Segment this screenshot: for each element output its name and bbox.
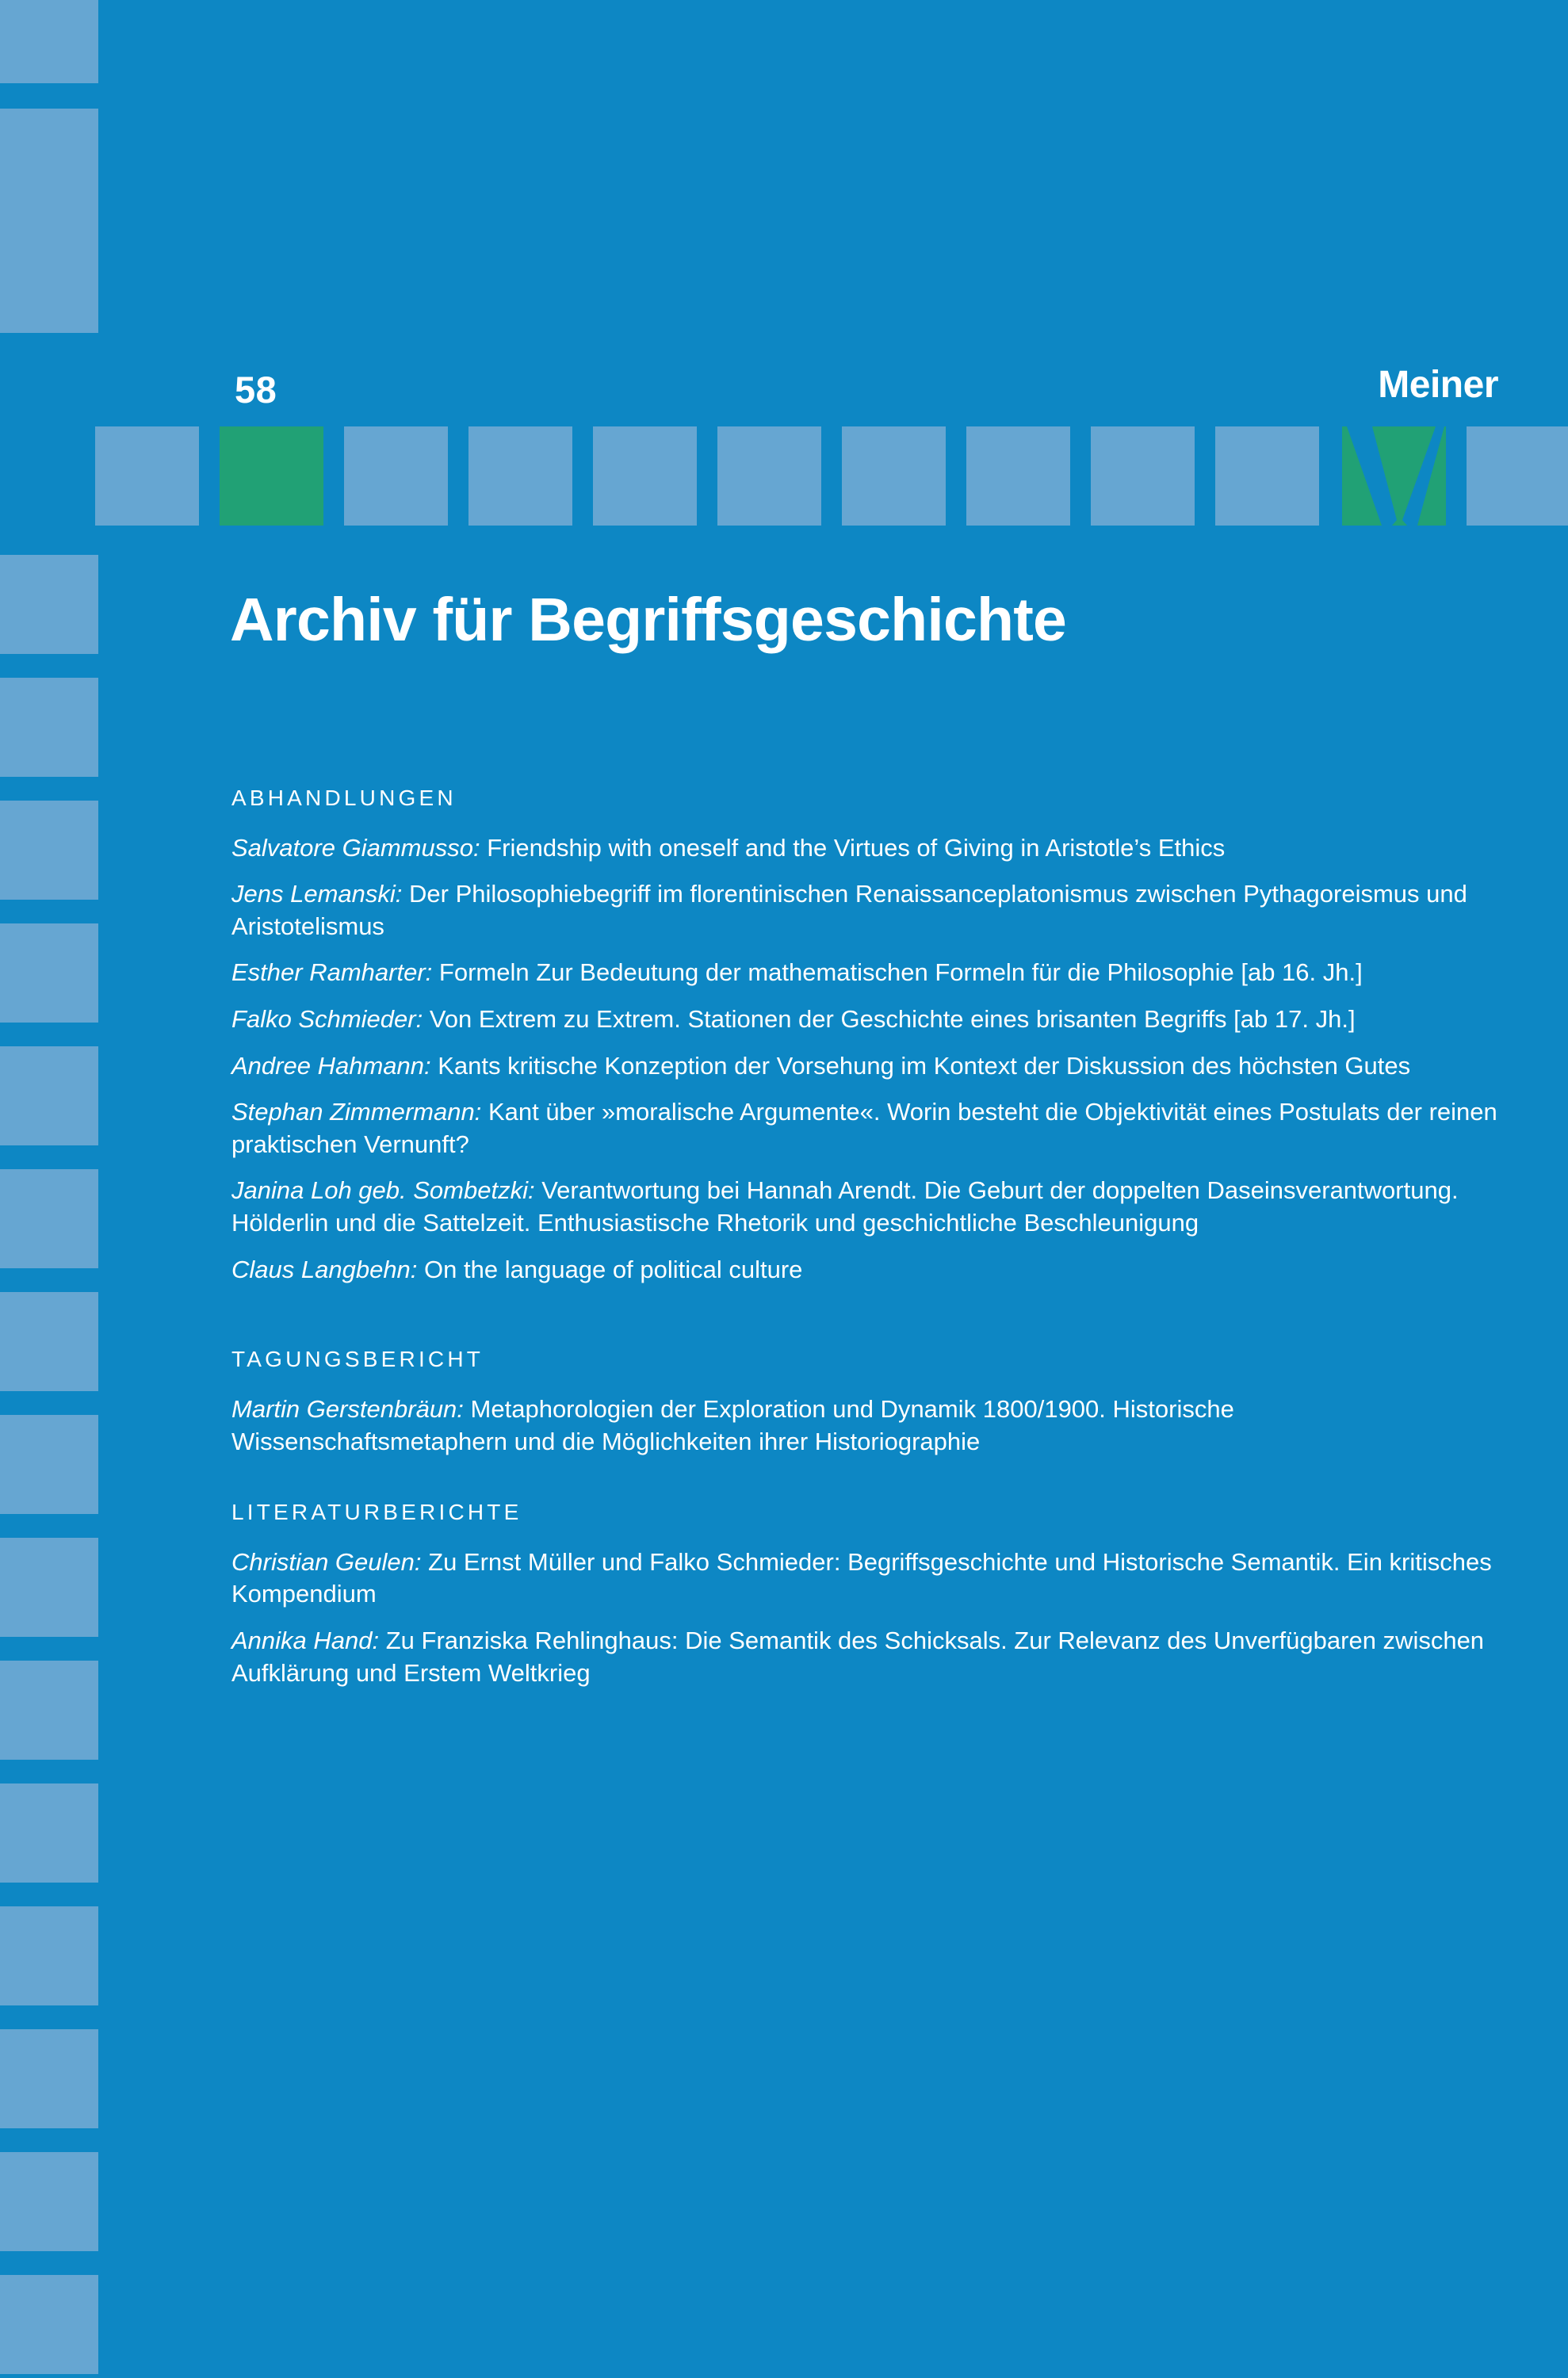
toc-section-heading: LITERATURBERICHTE	[231, 1500, 522, 1525]
toc-entry-title: Verantwortung bei Hannah Arendt. Die Geburt der doppelten Daseinsverantwortung. Hölderlin und die Sattelzeit. Enthusiastische Rhetorik und geschichtliche Beschleunigung	[231, 1176, 1459, 1237]
toc-entry	[231, 1175, 1500, 1239]
toc-section	[231, 785, 1500, 1286]
toc-section-heading: ABHANDLUNGEN	[231, 786, 457, 810]
toc-entry-title: Kants kritische Konzeption der Vorsehung im Kontext der Diskussion des höchsten Gutes	[438, 1051, 1411, 1080]
toc-entry-author: Falko Schmieder:	[231, 1005, 423, 1034]
toc-entry-title: Zu Franziska Rehlinghaus: Die Semantik des Schicksals. Zur Relevanz des Unverfügbaren zwischen Aufklärung und Erstem Weltkrieg	[231, 1626, 1485, 1687]
toc-entry	[231, 1096, 1500, 1160]
toc-entry	[231, 1546, 1500, 1611]
toc-section-gap	[231, 1472, 1500, 1499]
toc-entry	[231, 1254, 1500, 1286]
toc-section	[231, 1346, 1500, 1458]
issue-number: 58	[235, 369, 277, 411]
toc-entry	[231, 1625, 1500, 1689]
toc-entry-author: Janina Loh geb. Sombetzki:	[231, 1176, 535, 1205]
toc-entry	[231, 1004, 1500, 1036]
toc-entry-author: Christian Geulen:	[231, 1547, 422, 1576]
toc-section	[231, 1499, 1500, 1689]
toc-entry-author: Salvatore Giammusso:	[231, 833, 480, 862]
table-of-contents	[231, 785, 1500, 1703]
toc-section-heading: TAGUNGSBERICHT	[231, 1347, 484, 1372]
meiner-m-logo-icon	[1342, 426, 1446, 526]
publisher-block	[1378, 366, 1498, 404]
toc-entry-author: Jens Lemanski:	[231, 880, 403, 908]
toc-entry-author: Claus Langbehn:	[231, 1255, 418, 1283]
toc-entry-title: Formeln Zur Bedeutung der mathematischen Formeln für die Philosophie [ab 16. Jh.]	[438, 958, 1363, 987]
publisher-name: Meiner	[1378, 364, 1498, 406]
toc-entry	[231, 878, 1500, 942]
toc-entry-title: Zu Ernst Müller und Falko Schmieder: Begriffsgeschichte und Historische Semantik. Ein kritisches Kompendium	[231, 1547, 1492, 1608]
toc-entry-title: Friendship with oneself and the Virtues of Giving in Aristotle’s Ethics	[487, 833, 1226, 862]
toc-entry-title: Metaphorologien der Exploration und Dynamik 1800/1900. Historische Wissenschaftsmetaphern und die Möglichkeiten ihrer Historiographie	[231, 1394, 1234, 1455]
toc-entry	[231, 1394, 1500, 1458]
toc-entry-author: Stephan Zimmermann:	[231, 1098, 482, 1126]
toc-entry	[231, 957, 1500, 989]
page-title: Archiv für Begriffsgeschichte	[230, 586, 1067, 654]
toc-section-gap	[231, 1300, 1500, 1346]
toc-entry-title: Der Philosophiebegriff im florentinischen Renaissanceplatonismus zwischen Pythagoreismus und Aristotelismus	[231, 880, 1467, 940]
toc-entry	[231, 832, 1500, 865]
toc-entry-author: Martin Gerstenbräun:	[231, 1394, 464, 1423]
toc-entry-author: Andree Hahmann:	[231, 1051, 431, 1080]
toc-entry	[231, 1050, 1500, 1083]
toc-entry-title: On the language of political culture	[424, 1255, 803, 1283]
toc-entry-title: Kant über »moralische Argumente«. Worin besteht die Objektivität eines Postulats der reinen praktischen Vernunft?	[231, 1098, 1497, 1158]
toc-entry-title: Von Extrem zu Extrem. Stationen der Geschichte eines brisanten Begriffs [ab 17. Jh.]	[429, 1005, 1356, 1034]
toc-entry-author: Esther Ramharter:	[231, 958, 433, 987]
toc-entry-author: Annika Hand:	[231, 1626, 380, 1654]
